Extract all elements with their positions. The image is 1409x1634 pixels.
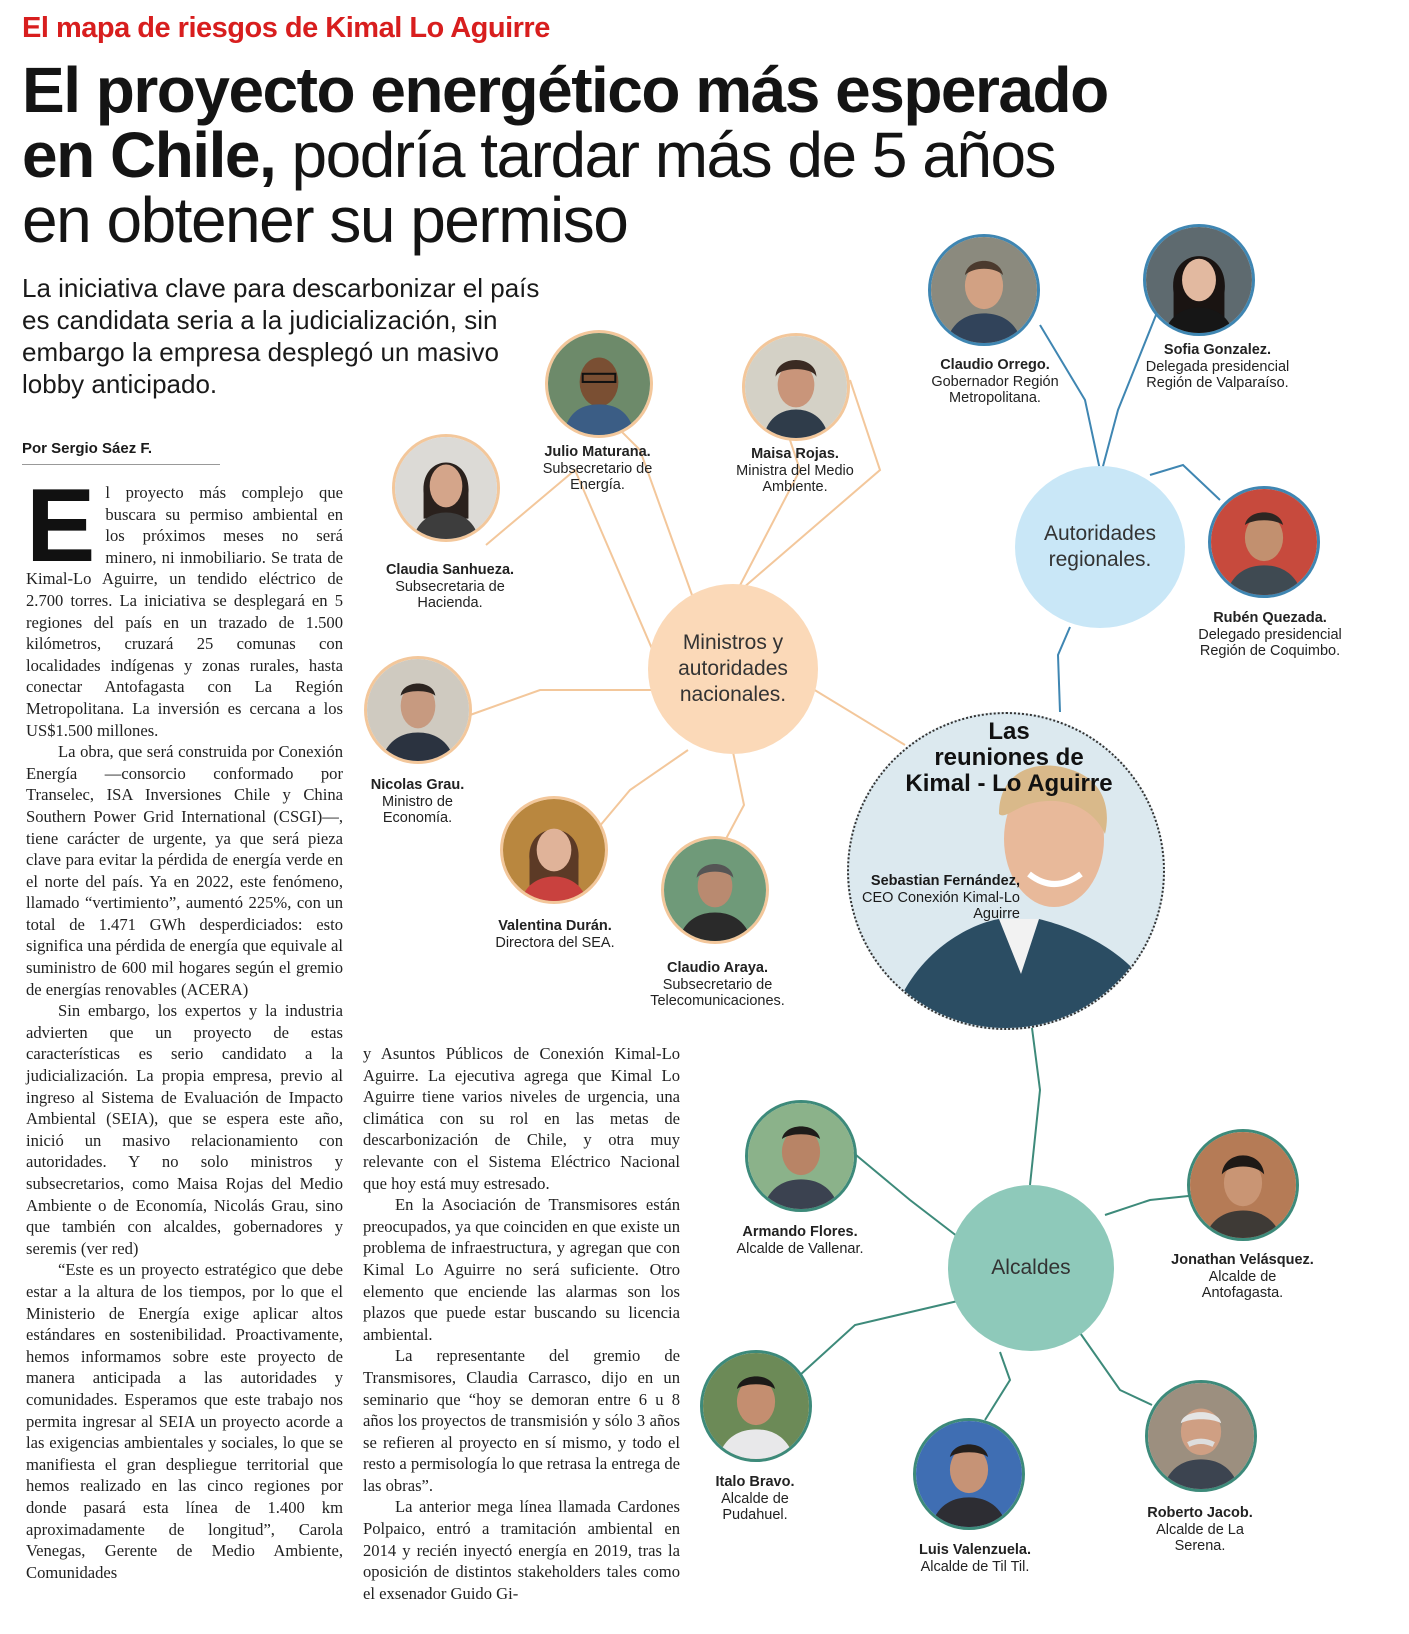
caption-ruben-quezada: Rubén Quezada. Delegado presidencial Región de Coquimbo.	[1198, 610, 1342, 659]
article-paragraph: La representante del gremio de Transmisores, Claudia Carrasco, dijo en un seminario que “hoy se demoran entre 6 u 8 años los proyectos de transmisión y sólo 3 años se refieren al proyecto en sí mismo, y todo el resto a permisología lo que retrasa la entrega de las obras”.	[363, 1346, 680, 1495]
caption-claudia-sanhueza: Claudia Sanhueza. Subsecretaria de Hacienda.	[385, 562, 515, 611]
hub-mayors: Alcaldes	[948, 1185, 1114, 1351]
article-paragraph: En la Asociación de Transmisores están preocupados, ya que coinciden en que existe un problema de infraestructura, y agregan que con Kimal Lo Aguirre no será suficiente. Otro elemento que enciende las alarmas son los plazos que puede estar buscando su licencia ambiental.	[363, 1195, 680, 1344]
caption-italo-bravo: Italo Bravo. Alcalde de Pudahuel.	[715, 1474, 795, 1523]
portrait-roberto-jacob	[1145, 1380, 1257, 1492]
lead-paragraph: La iniciativa clave para descarbonizar el país es candidata seria a la judicialización, sin embargo la empresa desplegó un masivo lobby anticipado.	[22, 273, 540, 399]
article-paragraph: La anterior mega línea llamada Cardones Polpaico, entró a tramitación ambiental en 2014 y recién inyectó energía en 2019, tras la oposición de distintos stakeholders tales como el exsenador Guido Gi-	[363, 1497, 680, 1603]
caption-claudio-orrego: Claudio Orrego. Gobernador Región Metropolitana.	[931, 357, 1059, 406]
link-line	[600, 410, 692, 595]
caption-valentina-duran: Valentina Durán. Directora del SEA.	[495, 918, 615, 951]
article-paragraph: y Asuntos Públicos de Conexión Kimal-Lo Aguirre. La ejecutiva agrega que Kimal Lo Aguirre tiene varios niveles de urgencia, una climática con su rol en las metas de descarbonización de Chile, y otra muy relevante con el Sistema Eléctrico Nacional que hoy está muy estresado.	[363, 1044, 680, 1193]
link-line	[1105, 1195, 1198, 1215]
caption-nicolas-grau: Nicolas Grau. Ministro de Economía.	[370, 777, 465, 826]
portrait-maisa-rojas	[742, 333, 850, 441]
link-line	[800, 1300, 962, 1375]
portrait-claudia-sanhueza	[392, 434, 500, 542]
drop-cap: E	[26, 468, 96, 584]
article-paragraph: El proyecto más complejo que buscara su permiso ambiental en los próximos meses no será minero, ni inmobiliario. Se trata de Kimal-Lo Aguirre, un tendido eléctrico de 2.700 torres. La iniciativa se desplegará en 5 regiones del país en un trazado de 1.500 kilómetros, cruzará 25 comunas con localidades indígenas y zonas rurales, hasta conectar Antofagasta con La Región Metropolitana. La inversión es cercana a los US$1.500 millones.	[26, 468, 343, 740]
portrait-claudio-araya	[661, 836, 769, 944]
caption-maisa-rojas: Maisa Rojas. Ministra del Medio Ambiente.	[736, 446, 854, 495]
center-title: Las reuniones de Kimal - Lo Aguirre	[905, 718, 1113, 797]
link-line	[985, 1352, 1010, 1420]
portrait-nicolas-grau	[364, 656, 472, 764]
caption-armando-flores: Armando Flores. Alcalde de Vallenar.	[736, 1224, 864, 1257]
link-line	[470, 690, 658, 715]
caption-roberto-jacob: Roberto Jacob. Alcalde de La Serena.	[1147, 1505, 1253, 1554]
caption-julio-maturana: Julio Maturana. Subsecretario de Energía.	[542, 444, 653, 493]
headline-bold-2: en Chile,	[22, 119, 276, 191]
caption-luis-valenzuela: Luis Valenzuela. Alcalde de Til Til.	[918, 1542, 1031, 1575]
hub-national: Ministros y autoridades nacionales.	[648, 584, 818, 754]
article-paragraph: La obra, que será construida por Conexión Energía —consorcio conformado por Transelec, ISA Inversiones Chile y China Southern Power Grid International (CSGI)—, tiene carácter de urgente, ya que será pieza clave para evitar la pérdida de energía verde en el norte del país. Ya en 2022, este fenómeno, llamado “vertimiento”, aumentó 225%, con un total de 1.471 GWh desperdiciados: esto significa una pérdida de energía que equivale al suministro de 600 mil hogares según el gremio de energías renovables (ACERA)	[26, 742, 343, 999]
headline-bold-1: El proyecto energético más esperado	[22, 54, 1108, 126]
caption-claudio-araya: Claudio Araya. Subsecretario de Telecomunicaciones.	[650, 960, 785, 1009]
kicker: El mapa de riesgos de Kimal Lo Aguirre	[22, 12, 550, 44]
portrait-jonathan-velasquez	[1187, 1129, 1299, 1241]
portrait-italo-bravo	[700, 1350, 812, 1462]
link-line	[1058, 627, 1070, 712]
portrait-armando-flores	[745, 1100, 857, 1212]
portrait-luis-valenzuela	[913, 1418, 1025, 1530]
link-line	[720, 752, 744, 850]
portrait-claudio-orrego	[928, 234, 1040, 346]
portrait-ruben-quezada	[1208, 486, 1320, 598]
article-paragraph: Sin embargo, los expertos y la industria advierten que un proyecto de estas características es serio candidato a la judicialización. La propia empresa, previo al ingreso al Sistema de Evaluación de Impacto Ambiental (SEIA), que se espera este año, inició un masivo relacionamiento con autoridades. Y no solo ministros y subsecretarios, como Maisa Rojas del Medio Ambiente o de Economía, Nicolás Grau, sino que también con alcaldes, gobernadores y seremis (ver red)	[26, 1001, 343, 1258]
portrait-julio-maturana	[545, 330, 653, 438]
link-line	[1030, 1028, 1040, 1185]
portrait-sofia-gonzalez	[1143, 224, 1255, 336]
hub-regional: Autoridades regionales.	[1015, 466, 1185, 628]
headline-regular: podría tardar más de 5 años en obtener su permiso	[22, 119, 1056, 256]
ceo-caption: Sebastian Fernández, CEO Conexión Kimal-Lo Aguirre	[862, 873, 1020, 922]
link-line	[1078, 1330, 1152, 1405]
caption-sofia-gonzalez: Sofia Gonzalez. Delegada presidencial Región de Valparaíso.	[1145, 342, 1290, 391]
caption-jonathan-velasquez: Jonathan Velásquez. Alcalde de Antofagasta.	[1171, 1252, 1314, 1301]
article-paragraph: “Este es un proyecto estratégico que debe estar a la altura de los tiempos, por lo que el Ministerio de Energía exige aplicar altos estándares en sostenibilidad. Proactivamente, hemos informamos sobre este proyecto de manera anticipada a las autoridades y comunidades. Esperamos que este trabajo nos permita ingresar al SEIA un proyecto acorde a las exigencias ambientales y sociales, lo que se manifiesta el gran despliegue territorial que hemos realizado en las cinco regiones por donde pasará esta línea de 1.400 km aproximadamente de longitud”, Carola Venegas, Gerente de Medio Ambiente, Comunidades	[26, 1260, 343, 1582]
byline: Por Sergio Sáez F.	[22, 440, 153, 457]
portrait-valentina-duran	[500, 796, 608, 904]
